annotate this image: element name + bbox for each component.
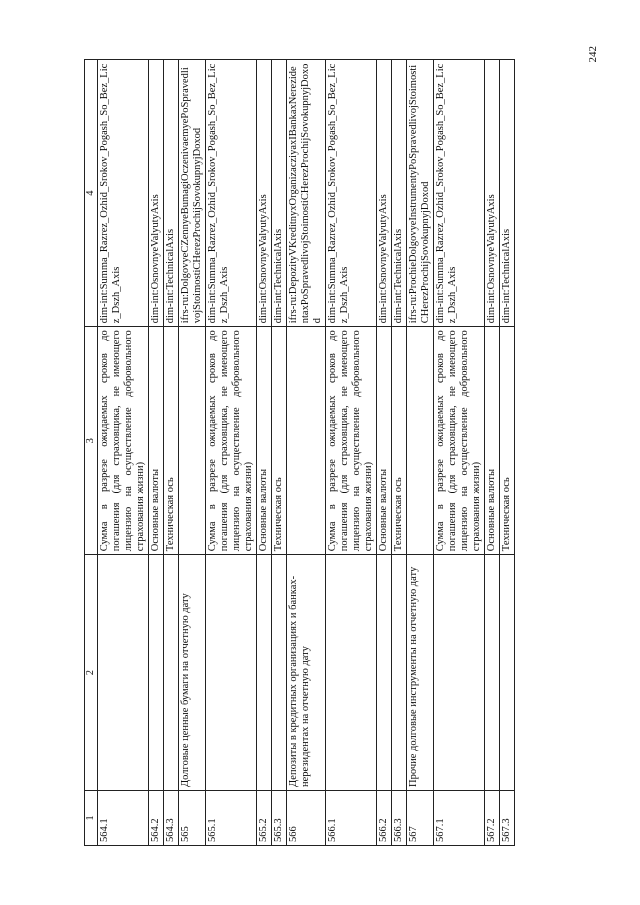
row-code-cell: dim-int:Summa_Razrez_Ozhid_Srokov_Pogash_So_Bez_Licz_Dszh_Axis [326,60,377,327]
row-name-cell [272,555,287,791]
column-header: 4 [85,60,98,327]
row-name-cell [500,555,515,791]
row-number-cell: 564.1 [98,790,149,845]
row-code-cell: dim-int:OsnovnyeValyutyAxis [377,60,392,327]
row-description-cell [287,327,326,555]
row-code-cell: dim-int:TechnicalAxis [392,60,407,327]
row-code-cell: ifrs-ru:ProchieDolgovyeInstrumentyPoSpravedlivojStoimostiCHerezProchijSovokupnyjDoxod [407,60,434,327]
row-description-cell: Техническая ось [272,327,287,555]
row-description-cell [179,327,206,555]
row-description-cell: Сумма в разрезе ожидаемых сроков до погашения (для страховщика, не имеющего лицензию на осуществление добровольного страхования жизни) [326,327,377,555]
row-name-cell: Депозиты в кредитных организациях и банках-нерезидентах на отчетную дату [287,555,326,791]
row-description-cell [407,327,434,555]
row-code-cell: dim-int:Summa_Razrez_Ozhid_Srokov_Pogash_So_Bez_Licz_Dszh_Axis [434,60,485,327]
table-row [485,60,500,846]
row-name-cell [257,555,272,791]
row-number-cell: 567.3 [500,790,515,845]
row-name-cell: Прочие долговые инструменты на отчетную дату [407,555,434,791]
row-number-cell: 564.3 [164,790,179,845]
row-code-cell: dim-int:Summa_Razrez_Ozhid_Srokov_Pogash_So_Bez_Licz_Dszh_Axis [206,60,257,327]
table-row [377,60,392,846]
page-number: 242 [587,46,599,63]
row-description-cell: Основные валюты [257,327,272,555]
row-description-cell: Основные валюты [377,327,392,555]
row-name-cell [149,555,164,791]
table-row [179,60,206,846]
row-description-cell: Техническая ось [392,327,407,555]
row-number-cell: 566.2 [377,790,392,845]
table-row [434,60,485,846]
row-number-cell: 565 [179,790,206,845]
row-number-cell: 566.3 [392,790,407,845]
table-row [407,60,434,846]
column-header: 1 [85,790,98,845]
column-header: 3 [85,327,98,555]
row-number-cell: 565.1 [206,790,257,845]
table-row [392,60,407,846]
row-code-cell: ifrs-ru:DolgovyeCZennyeBumagiOczenivaemyePoSpravedlivojStoimostiCHerezProchijSovokupnyjDoxod [179,60,206,327]
row-number-cell: 566.1 [326,790,377,845]
row-name-cell [98,555,149,791]
row-name-cell [326,555,377,791]
column-header: 2 [85,555,98,791]
table-row [257,60,272,846]
row-number-cell: 564.2 [149,790,164,845]
table-row [206,60,257,846]
rotated-sheet [84,59,571,846]
table-row [326,60,377,846]
row-code-cell: dim-int:Summa_Razrez_Ozhid_Srokov_Pogash_So_Bez_Licz_Dszh_Axis [98,60,149,327]
row-name-cell [377,555,392,791]
row-number-cell: 565.2 [257,790,272,845]
element-table [84,59,515,846]
row-code-cell: dim-int:OsnovnyeValyutyAxis [485,60,500,327]
row-name-cell [392,555,407,791]
row-code-cell: ifrs-ru:DepozityVKreditnyxOrganizacziyaxIBankaxNerezidentaxPoSpravedlivojStoimostiCHerezProchijSovokupnyjDoxod [287,60,326,327]
row-name-cell [164,555,179,791]
row-code-cell: dim-int:TechnicalAxis [272,60,287,327]
table-row [287,60,326,846]
row-number-cell: 566 [287,790,326,845]
row-code-cell: dim-int:OsnovnyeValyutyAxis [257,60,272,327]
row-number-cell: 567.1 [434,790,485,845]
row-name-cell [434,555,485,791]
table-row [500,60,515,846]
row-name-cell [485,555,500,791]
table-row [164,60,179,846]
row-number-cell: 565.3 [272,790,287,845]
header-row [85,60,98,846]
row-description-cell: Сумма в разрезе ожидаемых сроков до погашения (для страховщика, не имеющего лицензию на осуществление добровольного страхования жизни) [434,327,485,555]
sheet-rotator [84,59,571,846]
row-description-cell: Основные валюты [485,327,500,555]
row-description-cell: Сумма в разрезе ожидаемых сроков до погашения (для страховщика, не имеющего лицензию на осуществление добровольного страхования жизни) [206,327,257,555]
row-name-cell: Долговые ценные бумаги на отчетную дату [179,555,206,791]
table-row [98,60,149,846]
row-description-cell: Сумма в разрезе ожидаемых сроков до погашения (для страховщика, не имеющего лицензию на осуществление добровольного страхования жизни) [98,327,149,555]
table-body [98,60,515,846]
table-row [149,60,164,846]
table-row [272,60,287,846]
row-code-cell: dim-int:OsnovnyeValyutyAxis [149,60,164,327]
row-description-cell: Основные валюты [149,327,164,555]
row-code-cell: dim-int:TechnicalAxis [500,60,515,327]
row-number-cell: 567.2 [485,790,500,845]
row-description-cell: Техническая ось [500,327,515,555]
row-number-cell: 567 [407,790,434,845]
row-description-cell: Техническая ось [164,327,179,555]
row-name-cell [206,555,257,791]
row-code-cell: dim-int:TechnicalAxis [164,60,179,327]
